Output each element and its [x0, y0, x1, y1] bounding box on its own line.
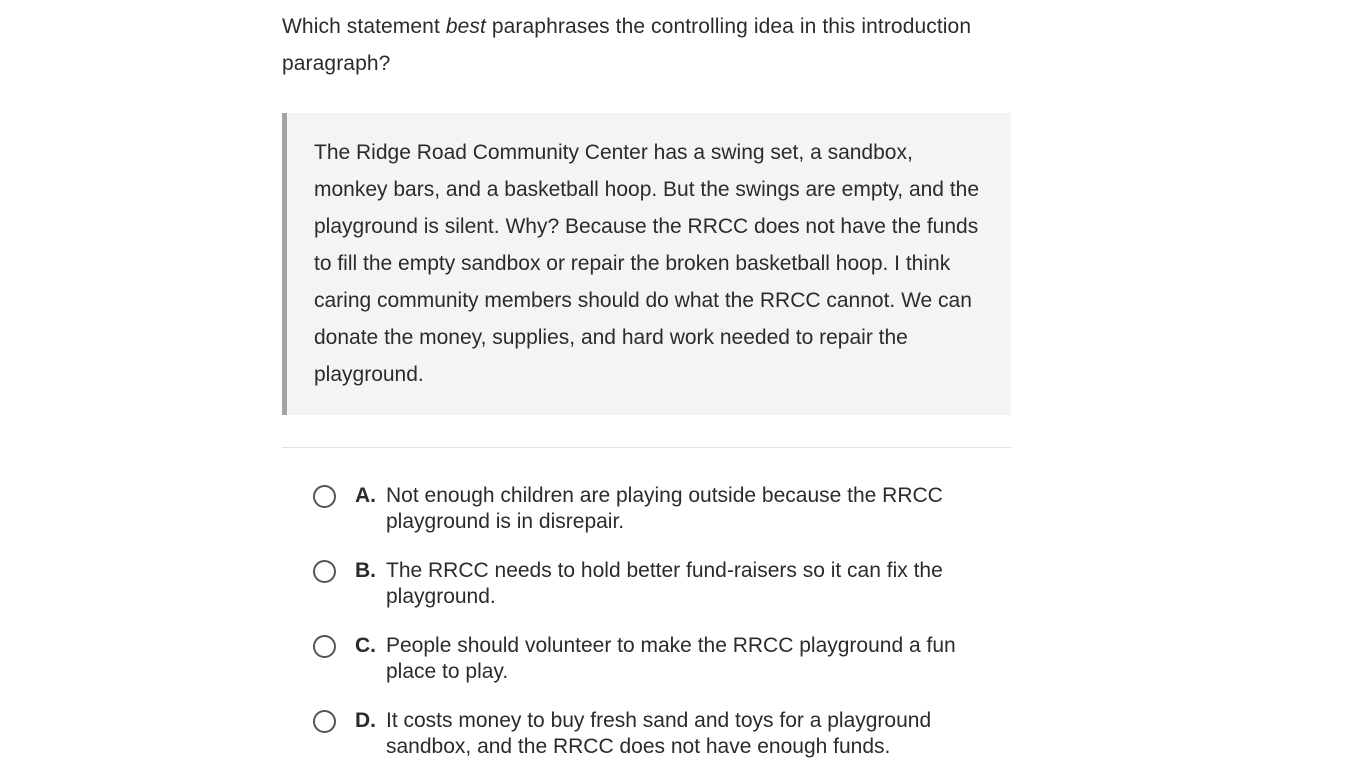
option-text: The RRCC needs to hold better fund-raisers so it can fix the playground. [386, 559, 943, 608]
option-text: People should volunteer to make the RRCC playground a fun place to play. [386, 634, 956, 683]
question-prompt [282, 8, 1012, 82]
passage-block [282, 113, 1011, 415]
question-suffix: paraphrases the controlling idea in this introduction paragraph? [282, 15, 972, 75]
option-d[interactable] [313, 708, 1013, 768]
question-prefix: Which statement [282, 15, 446, 38]
option-text: Not enough children are playing outside because the RRCC playground is in disrepair. [386, 484, 943, 533]
radio-button-a[interactable] [313, 485, 336, 508]
option-letter: B. [355, 559, 376, 582]
option-a[interactable] [313, 483, 1013, 558]
option-text: It costs money to buy fresh sand and toys for a playground sandbox, and the RRCC does not have enough funds. [386, 709, 932, 758]
radio-button-b[interactable] [313, 560, 336, 583]
option-letter: C. [355, 634, 376, 657]
radio-button-c[interactable] [313, 635, 336, 658]
answer-options [313, 483, 1013, 768]
option-letter: D. [355, 709, 376, 732]
divider [282, 447, 1011, 448]
question-emphasis: best [445, 15, 486, 38]
option-letter: A. [355, 484, 376, 507]
option-c[interactable] [313, 633, 1013, 708]
passage-text: The Ridge Road Community Center has a swing set, a sandbox, monkey bars, and a basketball hoop. But the swings are empty, and the playground is silent. Why? Because the RRCC does not have the funds to fill the empty sandbox or repair the broken basketball hoop. I think caring community members should do what the RRCC cannot. We can donate the money, supplies, and hard work needed to repair the playground. [314, 141, 980, 386]
option-b[interactable] [313, 558, 1013, 633]
radio-button-d[interactable] [313, 710, 336, 733]
